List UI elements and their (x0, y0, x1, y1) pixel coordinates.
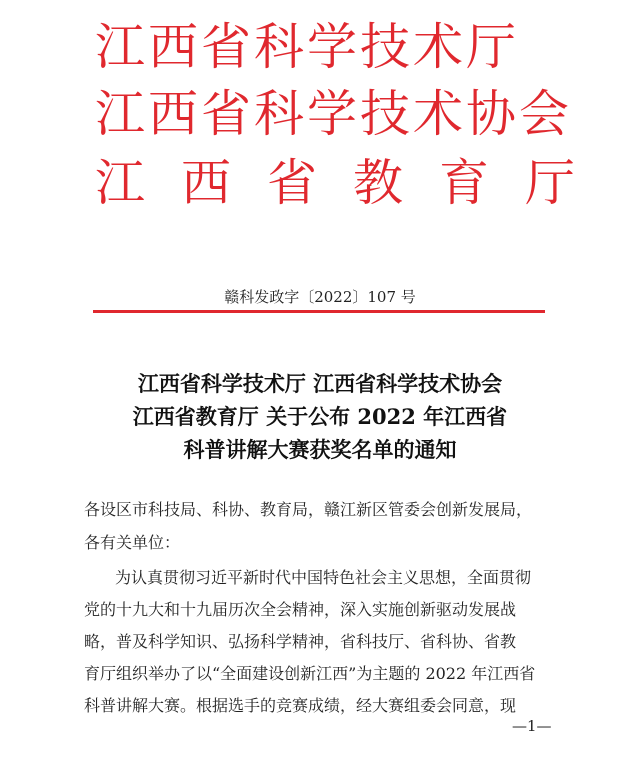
header-line-1: 江西省科学技术厅 (95, 18, 519, 76)
document-number: 赣科发政字〔2022〕107 号 (224, 288, 416, 306)
paragraph-line-5: 科普讲解大赛。根据选手的竞赛成绩，经大赛组委会同意，现 (84, 696, 517, 715)
addressee-line-2: 各有关单位： (84, 533, 181, 552)
red-divider (93, 310, 545, 313)
title-line-3: 科普讲解大赛获奖名单的通知 (183, 437, 457, 462)
paragraph-line-4: 育厅组织举办了以“全面建设创新江西”为主题的 2022 年江西省 (84, 664, 536, 683)
addressee-line-1: 各设区市科技局、科协、教育局，赣江新区管委会创新发展局， (84, 500, 533, 519)
page-number: —1— (512, 717, 552, 735)
paragraph-line-1: 为认真贯彻习近平新时代中国特色社会主义思想，全面贯彻 (115, 568, 532, 587)
header-line-2: 江西省科学技术协会 (95, 85, 572, 143)
header-line-3: 江西省教育厅 (95, 154, 611, 212)
paragraph-line-3: 略，普及科学知识、弘扬科学精神，省科技厅、省科协、省教 (84, 632, 517, 651)
title-line-2: 江西省教育厅 关于公布 2022 年江西省 (132, 404, 508, 429)
paragraph-line-2: 党的十九大和十九届历次全会精神，深入实施创新驱动发展战 (84, 600, 517, 619)
title-line-1: 江西省科学技术厅 江西省科学技术协会 (137, 371, 503, 396)
